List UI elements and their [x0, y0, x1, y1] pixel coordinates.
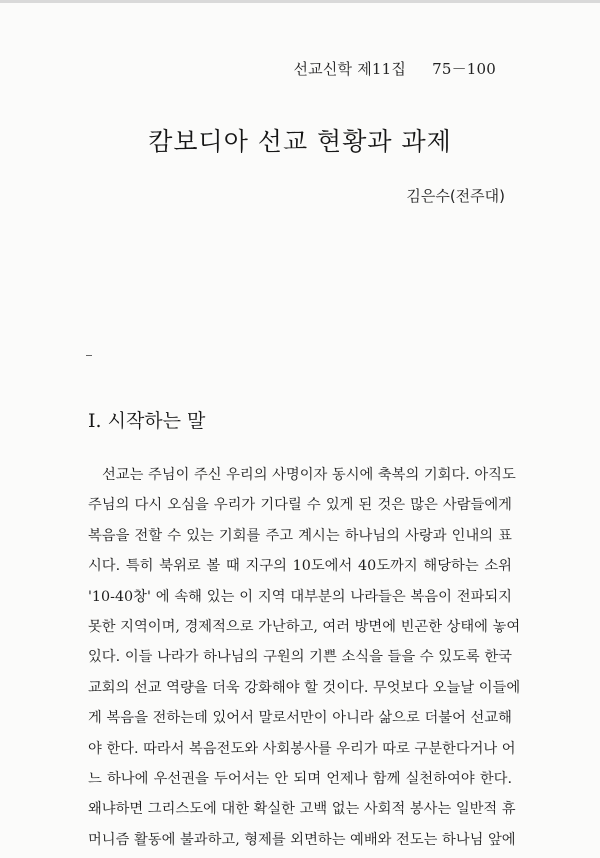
text-line: 복음을 전할 수 있는 기회를 주고 계시는 하나님의 사랑과 인내의 표: [88, 527, 512, 544]
text-line: 교회의 선교 역량을 더욱 강화해야 할 것이다. 무엇보다 오늘날 이들에: [88, 679, 521, 696]
article-title: 캄보디아 선교 현황과 과제: [148, 127, 452, 156]
text-line: 선교는 주님이 주신 우리의 사명이자 동시에 축복의 기회다. 아직도: [102, 467, 516, 483]
text-line: 왜냐하면 그리스도에 대한 확실한 고백 없는 사회적 봉사는 일반적 휴: [88, 801, 516, 818]
text-line: 시다. 특히 북위로 볼 때 지구의 10도에서 40도까지 해당하는 소위: [88, 558, 512, 575]
text-line: 주님의 다시 오심을 우리가 기다릴 수 있게 된 것은 많은 사람들에게: [88, 497, 512, 514]
text-line: 머니즘 활동에 불과하고, 형제를 외면하는 예배와 전도는 하나님 앞에: [88, 831, 516, 848]
text-line: 느 하나에 우선권을 두어서는 안 되며 언제나 함께 실천하여야 한다.: [88, 770, 512, 787]
journal-name: 선교신학 제11집: [293, 60, 407, 78]
body-paragraph: [88, 460, 521, 855]
text-line: '10-40창' 에 속해 있는 이 지역 대부분의 나라들은 복음이 전파되지: [88, 588, 512, 605]
author-affiliation: 김은수(전주대): [406, 187, 505, 205]
page-range: 75－100: [432, 60, 496, 78]
running-header: [293, 58, 496, 79]
scan-edge: [0, 0, 600, 3]
text-line: 게 복음을 전하는데 있어서 말로서만이 아니라 삶으로 더불어 선교해: [88, 710, 512, 727]
section-heading: I. 시작하는 말: [88, 410, 206, 432]
text-line: 있다. 이들 나라가 하나님의 구원의 기쁜 소식을 들을 수 있도록 한국: [88, 649, 512, 666]
text-line: 야 한다. 따라서 복음전도와 사회봉사를 우리가 따로 구분한다거나 어: [88, 740, 516, 757]
text-line: 못한 지역이며, 경제적으로 가난하고, 여러 방면에 빈곤한 상태에 놓여: [88, 618, 521, 635]
scan-mark: [86, 355, 92, 356]
